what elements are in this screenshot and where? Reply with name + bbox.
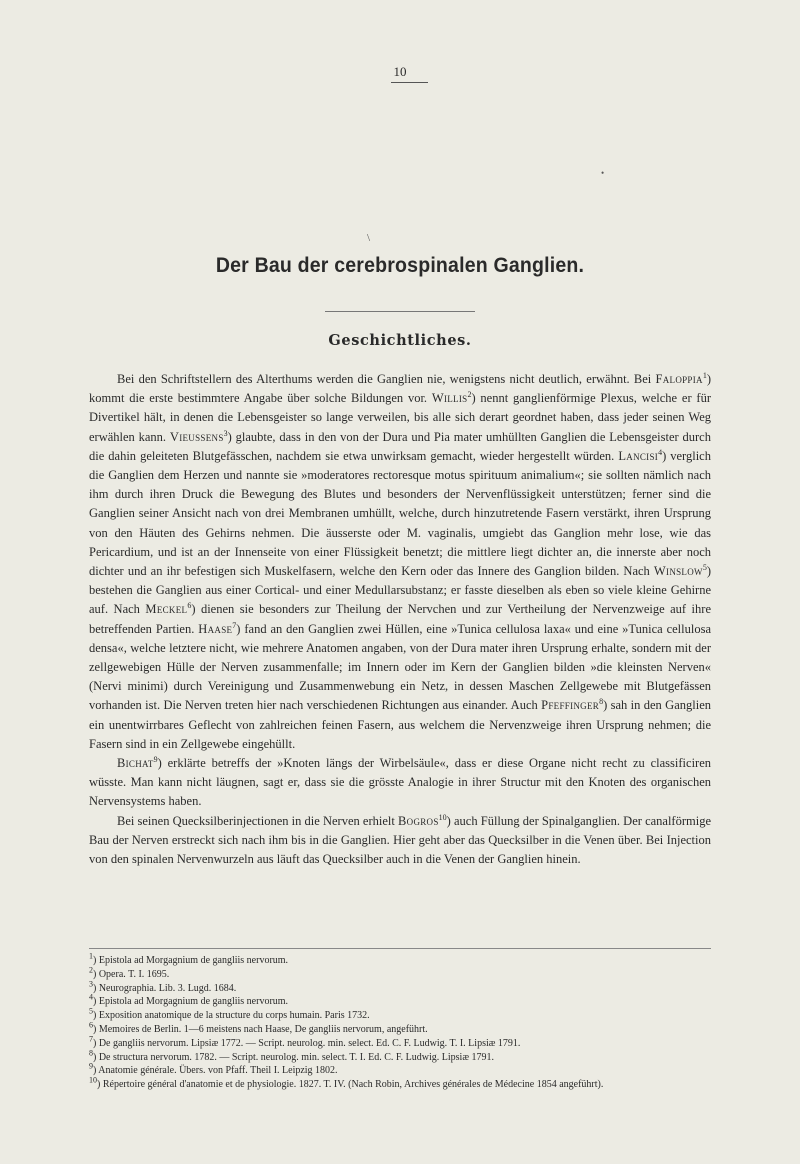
footnote-mark: 5 xyxy=(89,1006,93,1016)
author-name: Meckel xyxy=(145,602,188,617)
footnote-text: ) Epistola ad Morgagnium de gangliis nervorum. xyxy=(93,996,289,1008)
text-run: Bei den Schriftstellern des Alterthums werden die Ganglien nie, wenigstens nicht deutlich, erwähnt. Bei xyxy=(117,372,656,386)
footnote-ref: 7 xyxy=(232,620,237,630)
paragraph xyxy=(89,370,711,754)
footnote xyxy=(89,1048,711,1065)
paragraph xyxy=(89,812,711,870)
print-speck: \ xyxy=(367,232,371,244)
footnote xyxy=(89,951,711,968)
footnote-ref: 8 xyxy=(599,697,604,707)
footnote-text: ) Memoires de Berlin. 1—6 meistens nach Haase, De gangliis nervorum, angeführt. xyxy=(93,1023,428,1035)
footnote-mark: 3 xyxy=(89,979,93,989)
author-name: Vieussens xyxy=(169,429,224,444)
footnote-mark: 10 xyxy=(89,1075,97,1085)
chapter-title: Der Bau der cerebrospinalen Ganglien. xyxy=(215,254,585,277)
print-speck: • xyxy=(601,168,605,178)
footnote-text: ) Neurographia. Lib. 3. Lugd. 1684. xyxy=(93,982,237,994)
author-name: Haase xyxy=(198,621,233,636)
text-run: ) erklärte betreffs der »Knoten längs der Wirbelsäule«, dass er diese Organe nicht recht zu classificiren wüsste. Man kann nicht läugnen, sagt er, dass sie die grösste Analogie in ihrer Structur mit den Knoten des organischen Nervensystems haben. xyxy=(89,756,711,809)
footnote-text: ) De structura nervorum. 1782. — Script. neurolog. min. select. T. I. Ed. C. F. Ludwig. Lipsiæ 1791. xyxy=(93,1051,494,1063)
footnote-text: ) De gangliis nervorum. Lipsiæ 1772. — Script. neurolog. min. select. Ed. C. F. Ludwig. T. I. Lipsiæ 1791. xyxy=(93,1037,521,1049)
footnote-text: ) Exposition anatomique de la structure du corps humain. Paris 1732. xyxy=(93,1010,370,1022)
footnote xyxy=(89,965,711,982)
author-name: Lancisi xyxy=(618,448,659,463)
page-number: 10 xyxy=(393,64,407,79)
footnote-mark: 2 xyxy=(89,965,93,975)
footnote-rule xyxy=(89,948,711,949)
author-name: Bichat xyxy=(117,756,154,771)
text-run: ) kommt die erste bestimmtere Angabe über solche Bildungen vor. xyxy=(89,372,711,406)
section-heading: Geschichtliches. xyxy=(328,332,472,349)
footnote-text: ) Opera. T. I. 1695. xyxy=(93,968,170,980)
author-name: Bogros xyxy=(398,813,439,828)
footnote xyxy=(89,995,711,1009)
text-run: ) verglich die Ganglien dem Herzen und nannte sie »moderatores rectoresque motus spirituum animalium«; sie sollten nämlich nach ihm durch ihren Druck die Bewegung des Blutes und besonders der Nervenflüssigkeit unterstützen; ferner sind die Ganglien seiner Ansicht nach von drei Membranen umhüllt, welche, durch hinzutretende Fasern verstärkt, ihren Ursprung von den Häuten des Gehirns nehmen. Die äusserste oder M. vaginalis, umgiebt das Ganglion mehr lose, wie das Pericardium, und ist an der Innenseite von einer Flüssigkeit benetzt; die mittlere liegt dichter an, die innerste aber noch dichter und an ihr befestigen sich Muskelfasern, welche den Kern oder das Innere des Ganglion bilden. Nach xyxy=(89,448,711,579)
footnote-mark: 7 xyxy=(89,1034,93,1044)
footnote-ref: 3 xyxy=(223,428,228,438)
header-rule xyxy=(391,82,428,83)
footnote-ref: 6 xyxy=(187,601,192,611)
footnote xyxy=(89,1020,711,1037)
footnote-text: ) Epistola ad Morgagnium de gangliis nervorum. xyxy=(93,955,289,966)
footnote-ref: 9 xyxy=(153,754,158,764)
author-name: Willis xyxy=(431,391,468,406)
text-run: ) nennt ganglienförmige Plexus, welche er für Divertikel hält, in denen die Lebensgeister so lange verweilen, bis alle sich derart geordnet haben, dass jeder seinen Weg erwählen kann. xyxy=(89,391,711,444)
footnote-ref: 5 xyxy=(702,562,707,572)
footnote xyxy=(89,1006,711,1023)
footnote-ref: 10 xyxy=(438,812,447,822)
text-run: Bei seinen Quecksilberinjectionen in die Nerven erhielt xyxy=(117,813,399,828)
footnote-mark: 4 xyxy=(89,993,93,1003)
author-name: Pfeffinger xyxy=(541,698,600,713)
footnote-mark: 6 xyxy=(89,1020,93,1030)
text-run: ) bestehen die Ganglien aus einer Cortical- und einer Medullarsubstanz; er fasste dieselben als eben so viele kleine Gehirne auf. Nach xyxy=(89,564,711,617)
body-text xyxy=(89,370,711,869)
text-run: ) glaubte, dass in den von der Dura und Pia mater umhüllten Ganglien die Lebensgeister durch die dahin geleiteten Blutgefässchen, nachdem sie etwa unwirksam gemacht, wieder hergestellt würden. xyxy=(89,429,711,463)
text-run: ) auch Füllung der Spinalganglien. Der canalförmige Bau der Nerven erstreckt sich nach ihm bis in die Ganglien. Hier geht aber das Quecksilber in die Venen über. Bei Injection von den spinalen Nervenwurzeln aus läuft das Quecksilber auch in die Venen der Ganglien hinein. xyxy=(89,813,711,867)
footnote-mark: 1 xyxy=(89,951,93,961)
paragraph xyxy=(89,754,711,812)
text-run: ) dienen sie besonders zur Theilung der Nervchen und zur Vertheilung der Nervenzweige auf ihre betreffenden Partien. xyxy=(89,602,711,636)
author-name: Winslow xyxy=(653,564,703,579)
title-rule xyxy=(325,311,475,312)
footnotes xyxy=(89,951,711,1092)
footnote xyxy=(89,1034,711,1051)
footnote-text: ) Répertoire général d'anatomie et de physiologie. 1827. T. IV. (Nach Robin, Archives générales de Médecine 1854 angeführt). xyxy=(97,1079,604,1091)
footnote xyxy=(89,979,711,996)
footnote-ref: 2 xyxy=(467,390,472,400)
text-run: ) sah in den Ganglien ein unentwirrbares Geflecht von zahlreichen feinen Fasern, aus welchem die Nervenzweige ihren Ursprung nehmen; die Fasern sind in ein Zellgewebe eingehüllt. xyxy=(89,698,711,751)
footnote xyxy=(89,1075,711,1092)
footnote-mark: 8 xyxy=(89,1048,93,1058)
footnote-text: ) Anatomie générale. Übers. von Pfaff. Theil I. Leipzig 1802. xyxy=(93,1065,338,1077)
author-name: Faloppia xyxy=(655,372,703,386)
text-run: ) fand an den Ganglien zwei Hüllen, eine »Tunica cellulosa laxa« und eine »Tunica cellulosa densa«, welche letztere nicht, wie mehrere Anatomen angaben, von der Dura mater ihren Ursprung erhalte, sondern mit der zellgewebigen Hülle der Nerven zusammenfalle; im Innern oder im Kern der Ganglien bilden »die kleinsten Nerven« (Nervi minimi) durch Vereinigung und Zusammenwebung ein Netz, in dessen Maschen Zellgewebe mit Blutgefässen vorhanden ist. Die Nerven treten hier nach verschiedenen Richtungen aus einander. Auch xyxy=(89,621,711,713)
footnote-ref: 1 xyxy=(702,370,707,380)
footnote-ref: 4 xyxy=(658,447,663,457)
footnote-mark: 9 xyxy=(89,1062,93,1072)
footnote xyxy=(89,1064,711,1078)
